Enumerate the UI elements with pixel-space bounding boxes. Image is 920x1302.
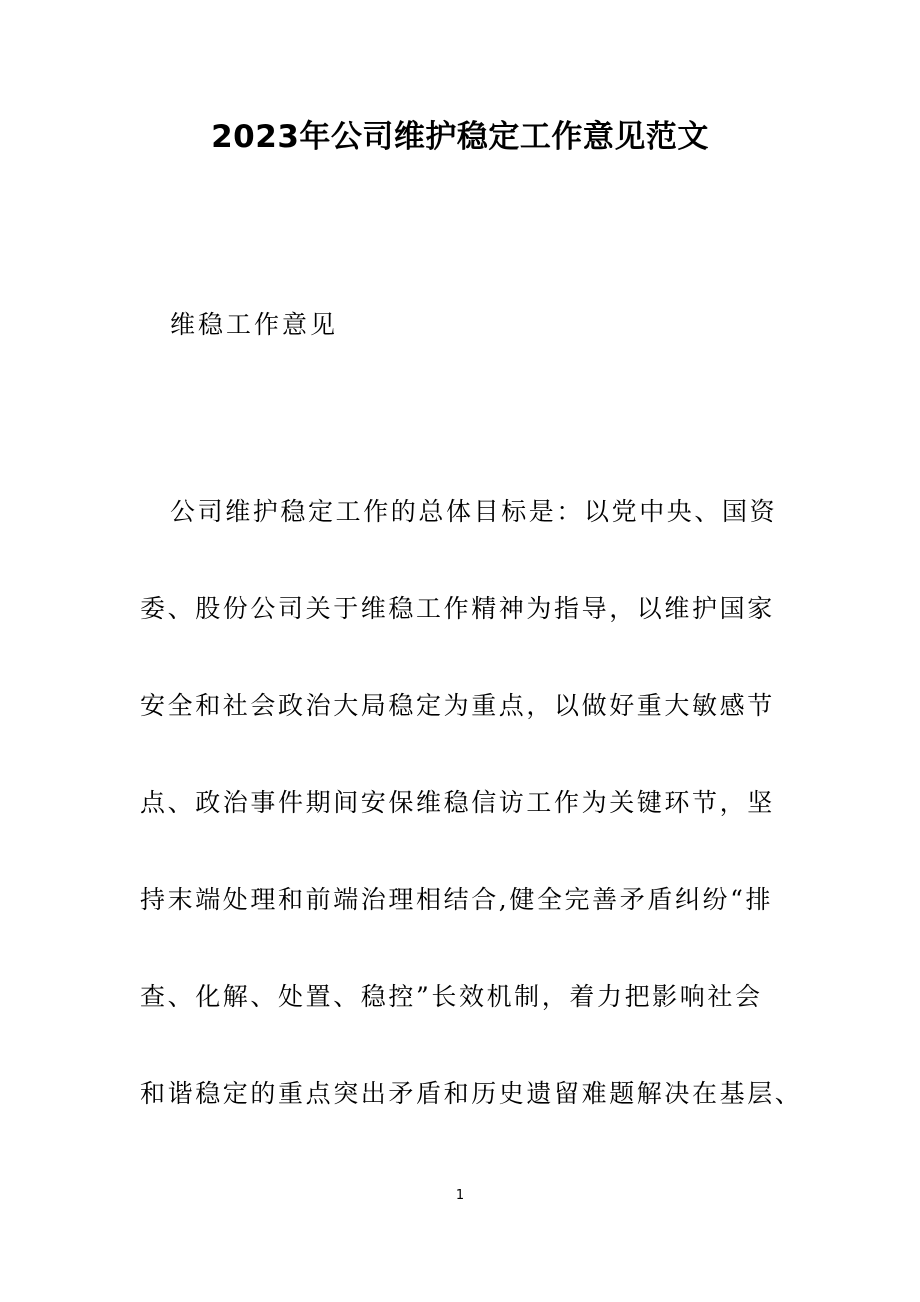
paragraph-line-3: 安全和社会政治大局稳定为重点，以做好重大敏感节 xyxy=(140,691,775,720)
paragraph-line-4: 点、政治事件期间安保维稳信访工作为关键环节，坚 xyxy=(140,788,775,817)
body-paragraph xyxy=(140,487,803,1166)
paragraph-line-7: 和谐稳定的重点突出矛盾和历史遗留难题解决在基层、 xyxy=(140,1079,803,1108)
paragraph-line-6: 查、化解、处置、稳控”长效机制，着力把影响社会 xyxy=(140,982,763,1011)
document-title: 2023年公司维护稳定工作意见范文 xyxy=(211,119,709,155)
paragraph-line-5: 持末端处理和前端治理相结合,健全完善矛盾纠纷“排 xyxy=(140,885,774,914)
paragraph-line-1: 公司维护稳定工作的总体目标是：以党中央、国资 xyxy=(170,497,778,526)
page-number: 1 xyxy=(455,1188,465,1203)
paragraph-line-2: 委、股份公司关于维稳工作精神为指导，以维护国家 xyxy=(140,594,775,623)
section-heading: 维稳工作意见 xyxy=(170,310,339,339)
